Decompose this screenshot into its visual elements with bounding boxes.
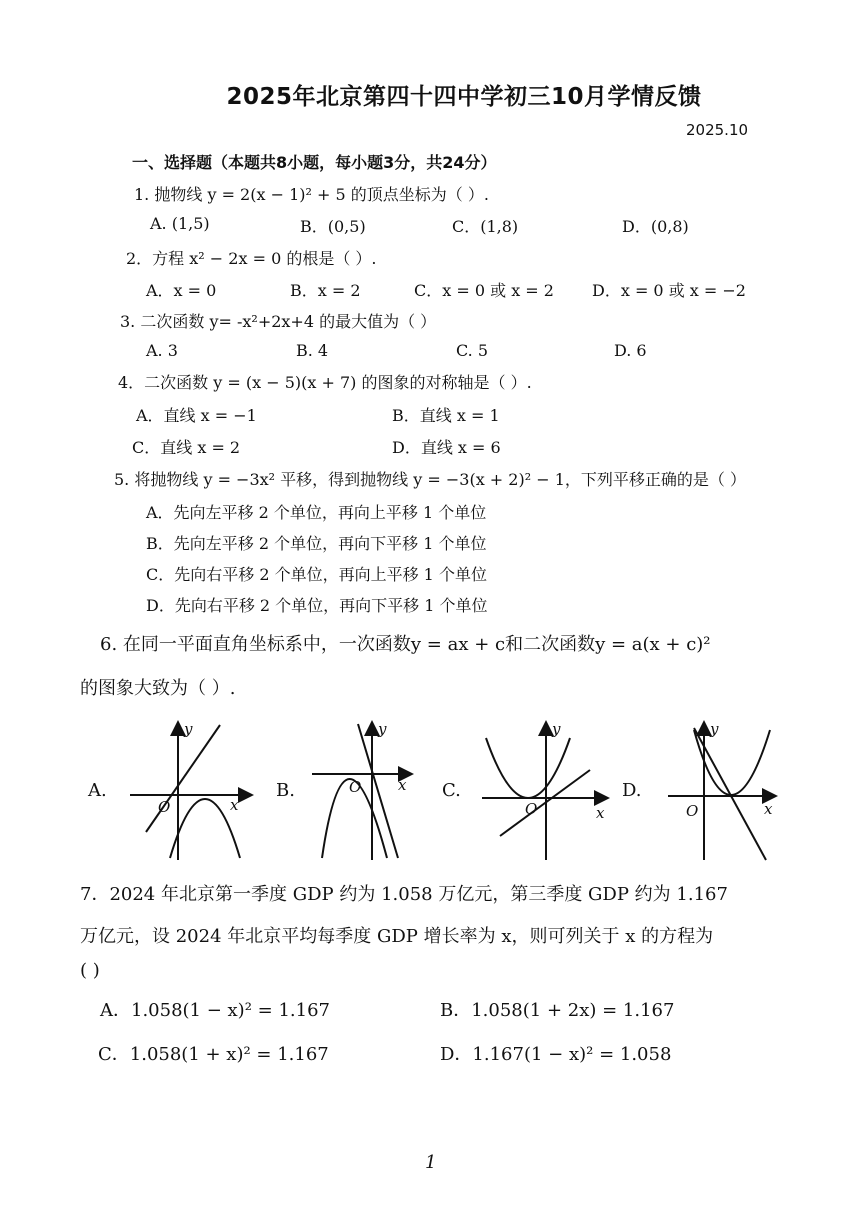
question-7-stem-line3: ( ) xyxy=(80,960,100,981)
question-3-stem: 3. 二次函数 y= -x²+2x+4 的最大值为（ ） xyxy=(120,312,437,331)
question-1-option-d: D．(0,8) xyxy=(622,217,689,236)
question-7-option-b: B．1.058(1 + 2x) = 1.167 xyxy=(440,1000,675,1021)
question-5-stem: 5. 将抛物线 y = −3x² 平移，得到抛物线 y = −3(x + 2)² − 1，下列平移正确的是（ ） xyxy=(114,470,746,489)
graph-d xyxy=(668,724,774,860)
question-2-option-c: C．x = 0 或 x = 2 xyxy=(414,281,554,300)
section-heading: 一、选择题（本题共8小题，每小题3分，共24分） xyxy=(132,153,497,172)
question-2-stem: 2．方程 x² − 2x = 0 的根是（ ）. xyxy=(126,249,377,268)
graph-d-origin: O xyxy=(686,802,699,820)
question-1-option-c: C．(1,8) xyxy=(452,217,519,236)
question-7-stem-line2: 万亿元，设 2024 年北京平均每季度 GDP 增长率为 x，则可列关于 x 的方程为 xyxy=(80,926,714,947)
graph-c-label: C. xyxy=(442,780,461,801)
graph-b-label: B. xyxy=(276,780,295,801)
graph-d-y-label: y xyxy=(710,720,719,738)
question-3-option-a: A. 3 xyxy=(146,341,178,360)
graph-b-x-label: x xyxy=(398,776,407,794)
graph-d-label: D. xyxy=(622,780,642,801)
page-title: 2025年北京第四十四中学初三10月学情反馈 xyxy=(226,84,702,110)
question-6-stem-line2: 的图象大致为（ ）. xyxy=(80,678,236,699)
graph-c-y-label: y xyxy=(552,720,561,738)
question-3-option-c: C. 5 xyxy=(456,341,489,360)
question-4-option-d: D．直线 x = 6 xyxy=(392,438,501,457)
question-7-option-c: C．1.058(1 + x)² = 1.167 xyxy=(98,1044,329,1065)
graph-b-origin: O xyxy=(349,778,362,796)
page-number: 1 xyxy=(425,1152,437,1173)
graph-a xyxy=(130,724,250,860)
question-5-option-d: D．先向右平移 2 个单位，再向下平移 1 个单位 xyxy=(146,596,488,615)
question-5-option-c: C．先向右平移 2 个单位，再向上平移 1 个单位 xyxy=(146,565,487,584)
graph-d-x-label: x xyxy=(764,800,773,818)
question-4-option-a: A．直线 x = −1 xyxy=(136,406,257,425)
question-1-stem: 1. 抛物线 y = 2(x − 1)² + 5 的顶点坐标为（ ）. xyxy=(134,185,489,204)
question-2-option-d: D．x = 0 或 x = −2 xyxy=(592,281,746,300)
graph-a-y-label: y xyxy=(184,720,193,738)
graph-c xyxy=(482,724,606,860)
graph-a-x-label: x xyxy=(230,796,239,814)
question-7-option-d: D．1.167(1 − x)² = 1.058 xyxy=(440,1044,672,1065)
question-4-option-c: C．直线 x = 2 xyxy=(132,438,241,457)
question-1-option-a: A. (1,5) xyxy=(150,214,210,233)
exam-date: 2025.10 xyxy=(686,121,749,139)
graph-a-origin: O xyxy=(158,798,171,816)
question-7-stem-line1: 7．2024 年北京第一季度 GDP 约为 1.058 万亿元，第三季度 GDP 约为 1.167 xyxy=(80,884,728,905)
graph-c-x-label: x xyxy=(596,804,605,822)
question-2-option-a: A．x = 0 xyxy=(146,281,217,300)
question-4-option-b: B．直线 x = 1 xyxy=(392,406,500,425)
question-6-stem-line1: 6. 在同一平面直角坐标系中，一次函数y = ax + c和二次函数y = a(x + c)² xyxy=(100,634,711,655)
question-2-option-b: B．x = 2 xyxy=(290,281,361,300)
question-3-option-d: D. 6 xyxy=(614,341,647,360)
question-7-option-a: A．1.058(1 − x)² = 1.167 xyxy=(100,1000,330,1021)
question-1-option-b: B．(0,5) xyxy=(300,217,366,236)
graph-b-y-label: y xyxy=(378,720,387,738)
graph-a-label: A. xyxy=(88,780,107,801)
question-6-graphs xyxy=(0,710,868,870)
question-5-option-a: A．先向左平移 2 个单位，再向上平移 1 个单位 xyxy=(146,503,487,522)
question-5-option-b: B．先向左平移 2 个单位，再向下平移 1 个单位 xyxy=(146,534,487,553)
graph-c-origin: O xyxy=(525,800,538,818)
question-4-stem: 4．二次函数 y = (x − 5)(x + 7) 的图象的对称轴是（ ）. xyxy=(118,373,532,392)
question-3-option-b: B. 4 xyxy=(296,341,329,360)
